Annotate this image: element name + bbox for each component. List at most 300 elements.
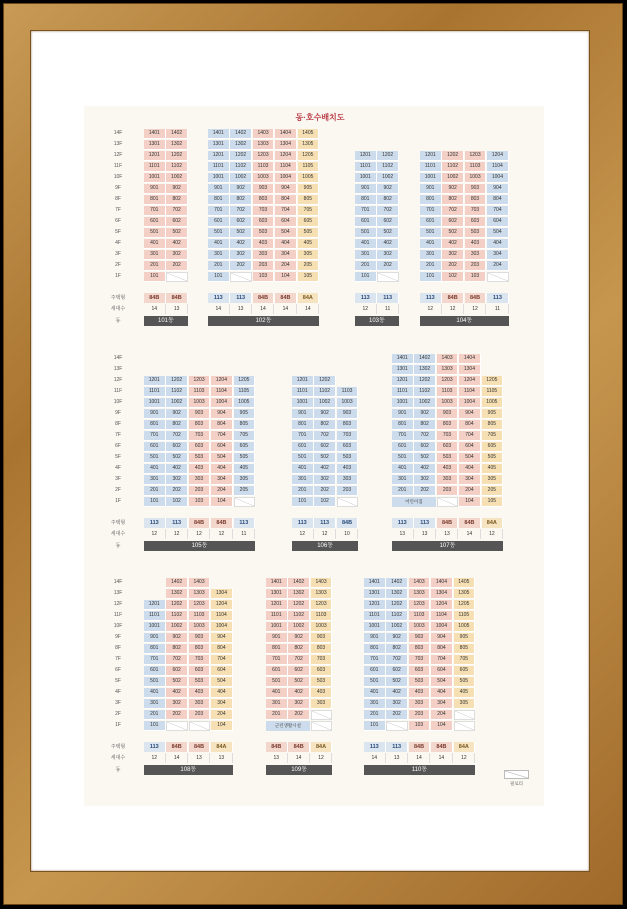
unit-cell: 1105 bbox=[298, 162, 320, 172]
unit-cell: 305 bbox=[234, 475, 256, 485]
unit-cell: 201 bbox=[355, 261, 377, 271]
unit-cell: 303 bbox=[311, 699, 333, 709]
unit-cell: 1005 bbox=[454, 622, 476, 632]
unit-cell: 1001 bbox=[144, 622, 166, 632]
unit-cell: 402 bbox=[442, 239, 464, 249]
unit-cell: 302 bbox=[386, 699, 408, 709]
unit-cell: 1004 bbox=[459, 398, 481, 408]
unit-cell: 304 bbox=[487, 250, 509, 260]
unit-cell: 504 bbox=[431, 677, 453, 687]
unit-cell: 701 bbox=[364, 655, 386, 665]
building-name-bar: 106동 bbox=[292, 541, 358, 551]
unit-cell: 202 bbox=[288, 710, 310, 720]
unit-cell: 1401 bbox=[392, 354, 414, 364]
unit-cell: 102 bbox=[314, 497, 336, 507]
unit-cell: 904 bbox=[211, 633, 233, 643]
unit-cell: 1003 bbox=[437, 398, 459, 408]
unit-cell: 1303 bbox=[311, 589, 333, 599]
floor-label: 1F bbox=[115, 273, 121, 279]
unit-cell: 403 bbox=[253, 239, 275, 249]
households-cell: 12 bbox=[420, 304, 442, 314]
unit-cell: 401 bbox=[266, 688, 288, 698]
households-cell: 14 bbox=[431, 753, 453, 763]
unit-cell: 301 bbox=[144, 475, 166, 485]
unit-cell: 1103 bbox=[337, 387, 359, 397]
unit-cell: 1202 bbox=[166, 376, 188, 386]
unit-cell: 1102 bbox=[377, 162, 399, 172]
unit-cell: 1002 bbox=[166, 173, 188, 183]
households-cell: 14 bbox=[288, 753, 310, 763]
unit-cell: 1101 bbox=[420, 162, 442, 172]
unit-cell: 104 bbox=[275, 272, 297, 282]
house-type-cell: 84A bbox=[211, 742, 233, 752]
unit-cell: 702 bbox=[230, 206, 252, 216]
unit-cell: 1002 bbox=[377, 173, 399, 183]
unit-cell: 702 bbox=[314, 431, 336, 441]
floor-label: 9F bbox=[115, 634, 121, 640]
unit-cell: 705 bbox=[482, 431, 504, 441]
unit-cell: 1204 bbox=[275, 151, 297, 161]
unit-cell: 701 bbox=[144, 655, 166, 665]
unit-cell: 1003 bbox=[189, 622, 211, 632]
households-cell: 12 bbox=[292, 529, 314, 539]
unit-cell: 505 bbox=[482, 453, 504, 463]
unit-cell: 201 bbox=[392, 486, 414, 496]
unit-cell: 1302 bbox=[288, 589, 310, 599]
unit-cell: 204 bbox=[459, 486, 481, 496]
unit-cell: 202 bbox=[414, 486, 436, 496]
floor-label: 11F bbox=[113, 388, 123, 394]
unit-cell: 302 bbox=[166, 475, 188, 485]
unit-cell: 1305 bbox=[454, 589, 476, 599]
unit-cell: 701 bbox=[292, 431, 314, 441]
unit-cell: 704 bbox=[211, 431, 233, 441]
floor-label: 3F bbox=[115, 476, 121, 482]
unit-cell: 1102 bbox=[166, 387, 188, 397]
empty-unit bbox=[386, 721, 408, 731]
unit-cell: 503 bbox=[337, 453, 359, 463]
unit-cell: 1401 bbox=[208, 129, 230, 139]
unit-cell: 502 bbox=[166, 228, 188, 238]
house-type-cell: 113 bbox=[420, 293, 442, 303]
unit-cell: 805 bbox=[234, 420, 256, 430]
unit-cell: 501 bbox=[208, 228, 230, 238]
unit-cell: 902 bbox=[377, 184, 399, 194]
unit-cell: 301 bbox=[144, 250, 166, 260]
unit-cell: 1001 bbox=[208, 173, 230, 183]
unit-cell: 1001 bbox=[144, 173, 166, 183]
unit-cell: 405 bbox=[234, 464, 256, 474]
empty-unit bbox=[437, 497, 459, 507]
house-type-cell: 113 bbox=[487, 293, 509, 303]
unit-cell: 302 bbox=[414, 475, 436, 485]
building-name-bar: 110동 bbox=[364, 765, 475, 775]
unit-cell: 801 bbox=[208, 195, 230, 205]
unit-cell: 401 bbox=[355, 239, 377, 249]
house-type-cell: 84B bbox=[459, 518, 481, 528]
building-name-bar: 103동 bbox=[355, 316, 399, 326]
unit-cell: 101 bbox=[144, 721, 166, 731]
unit-cell: 203 bbox=[437, 486, 459, 496]
floor-label: 8F bbox=[115, 421, 121, 427]
empty-unit bbox=[166, 272, 188, 282]
unit-cell: 805 bbox=[454, 644, 476, 654]
unit-cell: 203 bbox=[189, 486, 211, 496]
unit-cell: 1301 bbox=[208, 140, 230, 150]
house-type-cell: 84B bbox=[275, 293, 297, 303]
house-type-cell: 113 bbox=[144, 742, 166, 752]
unit-cell: 702 bbox=[166, 206, 188, 216]
unit-cell: 303 bbox=[189, 475, 211, 485]
unit-cell: 501 bbox=[266, 677, 288, 687]
unit-cell: 903 bbox=[253, 184, 275, 194]
unit-cell: 604 bbox=[459, 442, 481, 452]
unit-cell: 202 bbox=[230, 261, 252, 271]
unit-cell: 1202 bbox=[166, 600, 188, 610]
unit-cell: 101 bbox=[208, 272, 230, 282]
unit-cell: 1201 bbox=[144, 151, 166, 161]
floor-label: 7F bbox=[115, 207, 121, 213]
unit-cell: 1204 bbox=[487, 151, 509, 161]
unit-cell: 1104 bbox=[487, 162, 509, 172]
floor-label: 13F bbox=[113, 141, 123, 147]
unit-cell: 1202 bbox=[314, 376, 336, 386]
unit-cell: 1205 bbox=[298, 151, 320, 161]
unit-cell: 905 bbox=[298, 184, 320, 194]
unit-cell: 201 bbox=[292, 486, 314, 496]
house-type-cell: 84A bbox=[482, 518, 504, 528]
unit-cell: 602 bbox=[288, 666, 310, 676]
unit-cell: 502 bbox=[230, 228, 252, 238]
unit-cell: 402 bbox=[377, 239, 399, 249]
unit-cell: 801 bbox=[144, 420, 166, 430]
unit-cell: 505 bbox=[454, 677, 476, 687]
unit-cell: 502 bbox=[166, 453, 188, 463]
floor-label: 12F bbox=[113, 601, 123, 607]
unit-cell: 301 bbox=[392, 475, 414, 485]
households-cell: 13 bbox=[230, 304, 252, 314]
unit-cell: 1003 bbox=[337, 398, 359, 408]
unit-cell: 903 bbox=[409, 633, 431, 643]
households-cell: 13 bbox=[166, 304, 188, 314]
unit-cell: 303 bbox=[465, 250, 487, 260]
unit-cell: 401 bbox=[420, 239, 442, 249]
unit-cell: 1101 bbox=[144, 387, 166, 397]
unit-cell: 1002 bbox=[442, 173, 464, 183]
house-type-cell: 113 bbox=[386, 742, 408, 752]
house-type-cell: 84B bbox=[211, 518, 233, 528]
house-type-cell: 113 bbox=[144, 518, 166, 528]
unit-cell: 1403 bbox=[437, 354, 459, 364]
unit-cell: 902 bbox=[166, 409, 188, 419]
unit-cell: 502 bbox=[414, 453, 436, 463]
unit-cell: 702 bbox=[442, 206, 464, 216]
unit-cell: 1105 bbox=[234, 387, 256, 397]
floor-label: 10F bbox=[113, 399, 123, 405]
house-type-cell: 113 bbox=[292, 518, 314, 528]
unit-cell: 505 bbox=[298, 228, 320, 238]
floor-label: 2F bbox=[115, 262, 121, 268]
floor-label: 1F bbox=[115, 722, 121, 728]
unit-cell: 404 bbox=[211, 688, 233, 698]
unit-cell: 603 bbox=[189, 666, 211, 676]
unit-cell: 1202 bbox=[166, 151, 188, 161]
unit-cell: 404 bbox=[459, 464, 481, 474]
unit-cell: 902 bbox=[414, 409, 436, 419]
unit-cell: 1402 bbox=[414, 354, 436, 364]
unit-cell: 305 bbox=[298, 250, 320, 260]
unit-cell: 1001 bbox=[266, 622, 288, 632]
unit-cell: 805 bbox=[298, 195, 320, 205]
households-cell: 13 bbox=[189, 753, 211, 763]
unit-cell: 803 bbox=[189, 420, 211, 430]
empty-unit bbox=[166, 721, 188, 731]
unit-cell: 802 bbox=[414, 420, 436, 430]
unit-cell: 901 bbox=[292, 409, 314, 419]
floor-label: 4F bbox=[115, 689, 121, 695]
floor-label: 6F bbox=[115, 443, 121, 449]
unit-cell: 1302 bbox=[386, 589, 408, 599]
unit-cell: 1304 bbox=[275, 140, 297, 150]
unit-cell: 1402 bbox=[166, 578, 188, 588]
house-type-cell: 84B bbox=[288, 742, 310, 752]
unit-cell: 1101 bbox=[208, 162, 230, 172]
unit-cell: 1002 bbox=[414, 398, 436, 408]
unit-cell: 803 bbox=[311, 644, 333, 654]
households-cell: 12 bbox=[454, 753, 476, 763]
unit-cell: 602 bbox=[166, 217, 188, 227]
unit-cell: 1101 bbox=[355, 162, 377, 172]
unit-cell: 1402 bbox=[288, 578, 310, 588]
unit-cell: 403 bbox=[189, 464, 211, 474]
unit-cell: 1303 bbox=[437, 365, 459, 375]
unit-cell: 403 bbox=[311, 688, 333, 698]
unit-cell: 104 bbox=[431, 721, 453, 731]
unit-cell: 202 bbox=[314, 486, 336, 496]
unit-cell: 804 bbox=[487, 195, 509, 205]
unit-cell: 403 bbox=[189, 688, 211, 698]
unit-cell: 1201 bbox=[420, 151, 442, 161]
unit-cell: 204 bbox=[275, 261, 297, 271]
unit-cell: 703 bbox=[437, 431, 459, 441]
households-cell: 14 bbox=[275, 304, 297, 314]
unit-cell: 601 bbox=[266, 666, 288, 676]
unit-cell: 701 bbox=[392, 431, 414, 441]
unit-cell: 203 bbox=[409, 710, 431, 720]
unit-cell: 801 bbox=[355, 195, 377, 205]
unit-cell: 1105 bbox=[454, 611, 476, 621]
households-cell: 14 bbox=[253, 304, 275, 314]
unit-cell: 1003 bbox=[409, 622, 431, 632]
unit-cell: 702 bbox=[377, 206, 399, 216]
unit-cell: 1005 bbox=[482, 398, 504, 408]
floor-label: 12F bbox=[113, 152, 123, 158]
unit-cell: 1302 bbox=[166, 589, 188, 599]
unit-cell: 501 bbox=[355, 228, 377, 238]
households-cell: 12 bbox=[144, 529, 166, 539]
unit-cell: 405 bbox=[454, 688, 476, 698]
floor-label: 6F bbox=[115, 667, 121, 673]
unit-cell: 1102 bbox=[414, 387, 436, 397]
households-label: 세대수 bbox=[110, 531, 126, 537]
empty-unit bbox=[337, 497, 359, 507]
unit-cell: 1101 bbox=[266, 611, 288, 621]
legend-label: 필로티 bbox=[509, 781, 524, 786]
house-type-cell: 113 bbox=[355, 293, 377, 303]
households-cell: 12 bbox=[442, 304, 464, 314]
unit-cell: 903 bbox=[189, 409, 211, 419]
unit-cell: 1201 bbox=[364, 600, 386, 610]
unit-cell: 901 bbox=[144, 184, 166, 194]
unit-cell: 201 bbox=[144, 261, 166, 271]
unit-cell: 601 bbox=[355, 217, 377, 227]
house-type-cell: 113 bbox=[377, 293, 399, 303]
unit-cell: 501 bbox=[292, 453, 314, 463]
unit-cell: 202 bbox=[166, 486, 188, 496]
unit-cell: 202 bbox=[377, 261, 399, 271]
unit-cell: 503 bbox=[409, 677, 431, 687]
unit-cell: 1202 bbox=[377, 151, 399, 161]
unit-cell: 904 bbox=[487, 184, 509, 194]
unit-cell: 1301 bbox=[392, 365, 414, 375]
unit-cell: 1203 bbox=[437, 376, 459, 386]
unit-cell: 1201 bbox=[266, 600, 288, 610]
unit-cell: 304 bbox=[275, 250, 297, 260]
unit-cell: 404 bbox=[211, 464, 233, 474]
house-type-cell: 113 bbox=[234, 518, 256, 528]
households-cell: 12 bbox=[355, 304, 377, 314]
unit-cell: 901 bbox=[355, 184, 377, 194]
unit-cell: 804 bbox=[211, 644, 233, 654]
unit-cell: 703 bbox=[337, 431, 359, 441]
households-cell: 14 bbox=[364, 753, 386, 763]
facility-note: 어린이집 bbox=[392, 497, 436, 507]
unit-cell: 1101 bbox=[144, 162, 166, 172]
unit-cell: 904 bbox=[275, 184, 297, 194]
unit-cell: 103 bbox=[465, 272, 487, 282]
unit-cell: 702 bbox=[386, 655, 408, 665]
households-cell: 13 bbox=[392, 529, 414, 539]
unit-cell: 602 bbox=[230, 217, 252, 227]
unit-cell: 1001 bbox=[364, 622, 386, 632]
unit-cell: 1103 bbox=[311, 611, 333, 621]
unit-cell: 1105 bbox=[482, 387, 504, 397]
unit-cell: 502 bbox=[442, 228, 464, 238]
house-type-cell: 84B bbox=[144, 293, 166, 303]
unit-cell: 501 bbox=[364, 677, 386, 687]
households-label: 세대수 bbox=[110, 306, 126, 312]
unit-cell: 203 bbox=[465, 261, 487, 271]
households-cell: 13 bbox=[437, 529, 459, 539]
unit-cell: 1202 bbox=[230, 151, 252, 161]
unit-cell: 203 bbox=[337, 486, 359, 496]
unit-cell: 104 bbox=[211, 721, 233, 731]
unit-cell: 701 bbox=[420, 206, 442, 216]
unit-cell: 1103 bbox=[409, 611, 431, 621]
unit-cell: 1001 bbox=[420, 173, 442, 183]
unit-cell: 204 bbox=[487, 261, 509, 271]
unit-cell: 304 bbox=[211, 699, 233, 709]
unit-cell: 504 bbox=[459, 453, 481, 463]
unit-cell: 901 bbox=[364, 633, 386, 643]
unit-cell: 703 bbox=[189, 431, 211, 441]
floor-label: 4F bbox=[115, 240, 121, 246]
unit-cell: 304 bbox=[459, 475, 481, 485]
unit-cell: 502 bbox=[288, 677, 310, 687]
unit-cell: 1202 bbox=[414, 376, 436, 386]
floor-label: 11F bbox=[113, 612, 123, 618]
unit-cell: 1402 bbox=[386, 578, 408, 588]
unit-cell: 902 bbox=[314, 409, 336, 419]
unit-cell: 1005 bbox=[234, 398, 256, 408]
unit-cell: 803 bbox=[337, 420, 359, 430]
unit-cell: 1404 bbox=[431, 578, 453, 588]
floor-label: 12F bbox=[113, 377, 123, 383]
unit-cell: 1205 bbox=[482, 376, 504, 386]
house-type-cell: 113 bbox=[314, 518, 336, 528]
house-type-cell: 84B bbox=[437, 518, 459, 528]
unit-cell: 802 bbox=[166, 195, 188, 205]
unit-cell: 704 bbox=[459, 431, 481, 441]
unit-cell: 601 bbox=[364, 666, 386, 676]
empty-unit bbox=[189, 721, 211, 731]
floor-label: 8F bbox=[115, 645, 121, 651]
unit-cell: 301 bbox=[355, 250, 377, 260]
unit-cell: 1104 bbox=[211, 387, 233, 397]
unit-cell: 304 bbox=[431, 699, 453, 709]
households-cell: 14 bbox=[166, 753, 188, 763]
unit-cell: 902 bbox=[386, 633, 408, 643]
unit-cell: 1304 bbox=[459, 365, 481, 375]
unit-cell: 301 bbox=[420, 250, 442, 260]
unit-cell: 405 bbox=[298, 239, 320, 249]
building-name-bar: 108동 bbox=[144, 765, 233, 775]
floor-label: 5F bbox=[115, 454, 121, 460]
unit-cell: 1204 bbox=[211, 376, 233, 386]
unit-cell: 201 bbox=[144, 486, 166, 496]
unit-cell: 1401 bbox=[364, 578, 386, 588]
unit-cell: 502 bbox=[377, 228, 399, 238]
unit-cell: 802 bbox=[377, 195, 399, 205]
house-type-cell: 113 bbox=[414, 518, 436, 528]
unit-cell: 602 bbox=[314, 442, 336, 452]
house-type-cell: 84B bbox=[442, 293, 464, 303]
unit-cell: 501 bbox=[144, 453, 166, 463]
unit-cell: 803 bbox=[409, 644, 431, 654]
unit-cell: 604 bbox=[211, 442, 233, 452]
unit-cell: 1203 bbox=[311, 600, 333, 610]
unit-cell: 1104 bbox=[211, 611, 233, 621]
unit-cell: 1404 bbox=[459, 354, 481, 364]
unit-cell: 404 bbox=[275, 239, 297, 249]
households-cell: 12 bbox=[189, 529, 211, 539]
unit-cell: 804 bbox=[431, 644, 453, 654]
unit-cell: 902 bbox=[442, 184, 464, 194]
unit-cell: 703 bbox=[311, 655, 333, 665]
unit-cell: 703 bbox=[189, 655, 211, 665]
unit-cell: 1103 bbox=[189, 611, 211, 621]
unit-cell: 105 bbox=[482, 497, 504, 507]
house-type-cell: 84B bbox=[166, 293, 188, 303]
building-name-bar: 109동 bbox=[266, 765, 332, 775]
empty-unit bbox=[234, 497, 256, 507]
unit-cell: 803 bbox=[437, 420, 459, 430]
unit-cell: 303 bbox=[409, 699, 431, 709]
unit-cell: 901 bbox=[144, 633, 166, 643]
households-cell: 12 bbox=[314, 529, 336, 539]
unit-cell: 301 bbox=[292, 475, 314, 485]
unit-cell: 204 bbox=[211, 486, 233, 496]
